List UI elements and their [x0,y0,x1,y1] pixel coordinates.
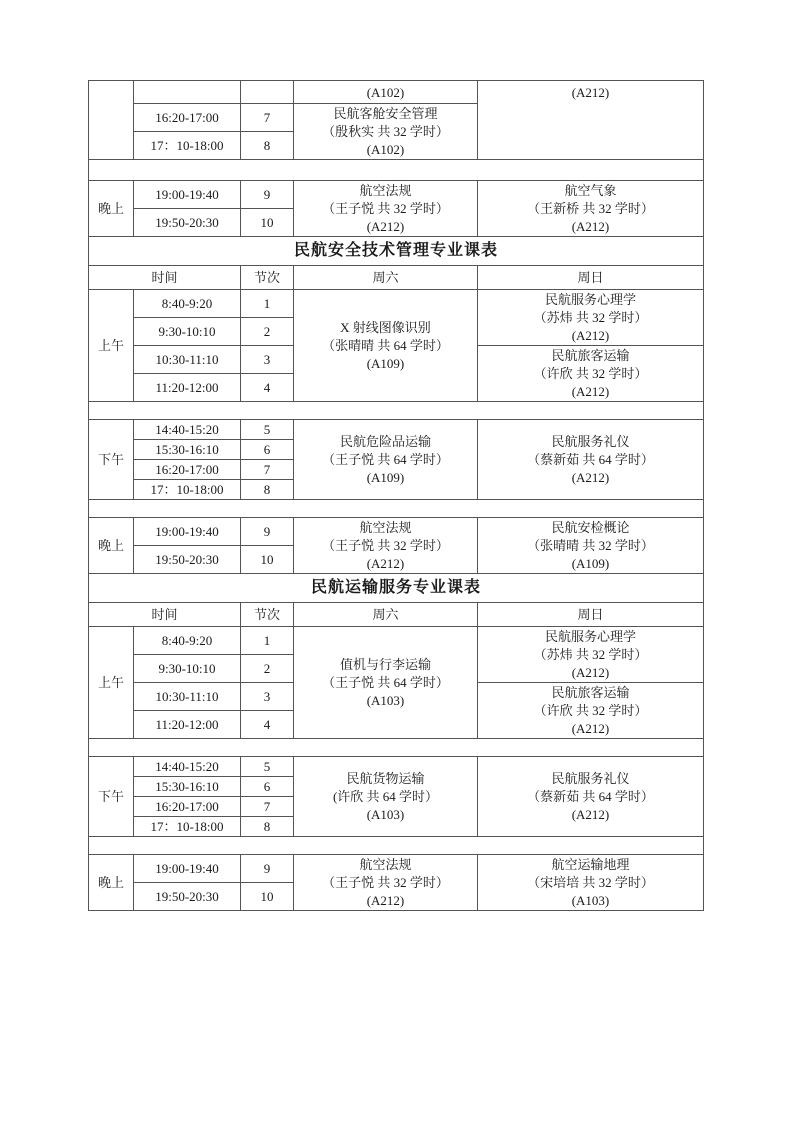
period-cell: 5 [241,420,294,440]
course-room: (A212) [571,806,610,822]
time-cell: 16:20-17:00 [134,797,241,817]
period-cell: 3 [241,346,294,374]
table-row [89,420,704,440]
course-room: (A109) [571,555,610,571]
period-cell: 8 [241,132,294,160]
course-room: (A212) [366,218,405,234]
time-cell: 15:30-16:10 [134,777,241,797]
spacer-row [89,160,704,181]
time-cell: 19:00-19:40 [134,855,241,883]
course-room-continued-sun: (A212) [478,81,704,160]
period-label-evening: 晚上 [89,181,134,237]
table-row [89,757,704,777]
course-room: (A102) [366,141,405,157]
course-cell [478,181,704,237]
course-room: (A109) [366,469,405,485]
course-room: (A103) [366,806,405,822]
time-cell: 11:20-12:00 [134,374,241,402]
spacer-cell [89,500,704,518]
schedule-table [88,80,704,911]
course-name: 航空气象 [564,182,617,198]
course-name: 值机与行李运输 [339,656,431,672]
course-cell [478,290,704,346]
period-cell: 5 [241,757,294,777]
header-period: 节次 [241,603,294,627]
course-name: 民航危险品运输 [339,433,431,449]
table-row [89,81,704,104]
course-name: 航空法规 [359,856,412,872]
time-cell-empty [134,81,241,104]
table-row [89,237,704,266]
course-name: 航空运输地理 [551,856,630,872]
spacer-cell [89,160,704,181]
table-row [89,627,704,655]
period-cell: 6 [241,777,294,797]
time-cell: 10:30-11:10 [134,346,241,374]
period-cell-empty [241,81,294,104]
course-room: (A212) [571,218,610,234]
course-name: 航空法规 [359,519,412,535]
course-cell [478,683,704,739]
course-info: （王子悦 共 32 学时） [322,200,449,216]
table-row [89,266,704,290]
course-cell [478,518,704,574]
period-label-morning: 上午 [89,290,134,402]
time-cell: 8:40-9:20 [134,290,241,318]
course-room: (A109) [366,355,405,371]
period-cell: 1 [241,627,294,655]
table-row [89,603,704,627]
course-room: (A212) [366,555,405,571]
course-name: 民航服务礼仪 [551,433,630,449]
period-cell: 7 [241,460,294,480]
course-room: (A103) [366,692,405,708]
course-info: （蔡新茹 共 64 学时） [527,451,654,467]
period-cell: 1 [241,290,294,318]
period-cell: 9 [241,518,294,546]
course-info: （苏炜 共 32 学时） [533,309,648,325]
period-label-afternoon: 下午 [89,420,134,500]
table-row [89,181,704,209]
period-cell: 6 [241,440,294,460]
period-cell: 9 [241,855,294,883]
table-row [89,855,704,883]
time-cell: 9:30-10:10 [134,318,241,346]
course-info: （王子悦 共 64 学时） [322,451,449,467]
course-cell [478,627,704,683]
period-label-evening: 晚上 [89,518,134,574]
time-cell: 14:40-15:20 [134,757,241,777]
spacer-row [89,402,704,420]
course-info: （王子悦 共 32 学时） [322,537,449,553]
course-info: （苏炜 共 32 学时） [533,646,648,662]
table-title-safety-tech: 民航安全技术管理专业课表 [89,237,704,266]
time-cell: 19:00-19:40 [134,518,241,546]
course-name: X 射线图像识别 [340,319,431,335]
period-cell: 8 [241,817,294,837]
spacer-cell [89,837,704,855]
course-room: (A212) [571,664,610,680]
period-cell: 7 [241,104,294,132]
time-cell: 17：10-18:00 [134,480,241,500]
time-cell: 17：10-18:00 [134,132,241,160]
course-cell [478,346,704,402]
course-room-continued-sat: (A102) [294,81,478,104]
course-cell [294,420,478,500]
course-room: (A212) [366,892,405,908]
spacer-row [89,739,704,757]
period-cell: 7 [241,797,294,817]
period-cell: 10 [241,209,294,237]
period-label-morning: 上午 [89,627,134,739]
spacer-cell [89,402,704,420]
period-label-afternoon: 下午 [89,757,134,837]
course-info: （殷秋实 共 32 学时） [322,123,449,139]
period-cell: 4 [241,374,294,402]
course-room: (A212) [571,720,610,736]
header-saturday: 周六 [294,266,478,290]
course-info: （王新桥 共 32 学时） [527,200,654,216]
table-title-transport-service: 民航运输服务专业课表 [89,574,704,603]
course-cell [478,757,704,837]
course-cell [294,518,478,574]
course-info: （许欣 共 32 学时） [533,365,648,381]
course-name: 民航货物运输 [346,770,425,786]
course-cell [478,855,704,911]
time-cell: 9:30-10:10 [134,655,241,683]
course-info: （蔡新茹 共 64 学时） [527,788,654,804]
course-cell [294,104,478,160]
period-cell: 9 [241,181,294,209]
course-info: （许欣 共 32 学时） [533,702,648,718]
time-cell: 10:30-11:10 [134,683,241,711]
course-cell [294,855,478,911]
course-cell [294,757,478,837]
time-cell: 14:40-15:20 [134,420,241,440]
period-label-cell-empty [89,81,134,160]
time-cell: 19:50-20:30 [134,546,241,574]
period-cell: 8 [241,480,294,500]
spacer-cell [89,739,704,757]
course-name: 航空法规 [359,182,412,198]
course-name: 民航服务心理学 [544,628,636,644]
course-cell [294,627,478,739]
time-cell: 19:00-19:40 [134,181,241,209]
period-cell: 4 [241,711,294,739]
course-name: 民航旅客运输 [551,347,630,363]
period-cell: 10 [241,883,294,911]
header-sunday: 周日 [478,603,704,627]
course-info: （宋培培 共 32 学时） [527,874,654,890]
course-cell [294,290,478,402]
period-cell: 2 [241,655,294,683]
course-room: (A103) [571,892,610,908]
course-name: 民航服务心理学 [544,291,636,307]
course-cell [294,181,478,237]
course-info: （张晴晴 共 64 学时） [322,337,449,353]
header-saturday: 周六 [294,603,478,627]
period-cell: 10 [241,546,294,574]
course-name: 民航服务礼仪 [551,770,630,786]
table-row [89,518,704,546]
course-name: 民航客舱安全管理 [333,105,438,121]
table-row [89,574,704,603]
course-name: 民航安检概论 [551,519,630,535]
course-info: （张晴晴 共 32 学时） [527,537,654,553]
spacer-row [89,837,704,855]
period-label-evening: 晚上 [89,855,134,911]
spacer-row [89,500,704,518]
time-cell: 16:20-17:00 [134,104,241,132]
course-room: (A212) [571,469,610,485]
time-cell: 15:30-16:10 [134,440,241,460]
header-time: 时间 [89,266,241,290]
course-info: （王子悦 共 64 学时） [322,674,449,690]
time-cell: 16:20-17:00 [134,460,241,480]
period-cell: 3 [241,683,294,711]
time-cell: 11:20-12:00 [134,711,241,739]
course-name: 民航旅客运输 [551,684,630,700]
course-info: （王子悦 共 32 学时） [322,874,449,890]
course-cell [478,420,704,500]
course-room: (A212) [571,383,610,399]
period-cell: 2 [241,318,294,346]
time-cell: 8:40-9:20 [134,627,241,655]
time-cell: 19:50-20:30 [134,209,241,237]
table-row [89,290,704,318]
header-time: 时间 [89,603,241,627]
header-sunday: 周日 [478,266,704,290]
time-cell: 17：10-18:00 [134,817,241,837]
header-period: 节次 [241,266,294,290]
time-cell: 19:50-20:30 [134,883,241,911]
course-room: (A212) [571,327,610,343]
course-info: (许欣 共 64 学时） [332,788,439,804]
